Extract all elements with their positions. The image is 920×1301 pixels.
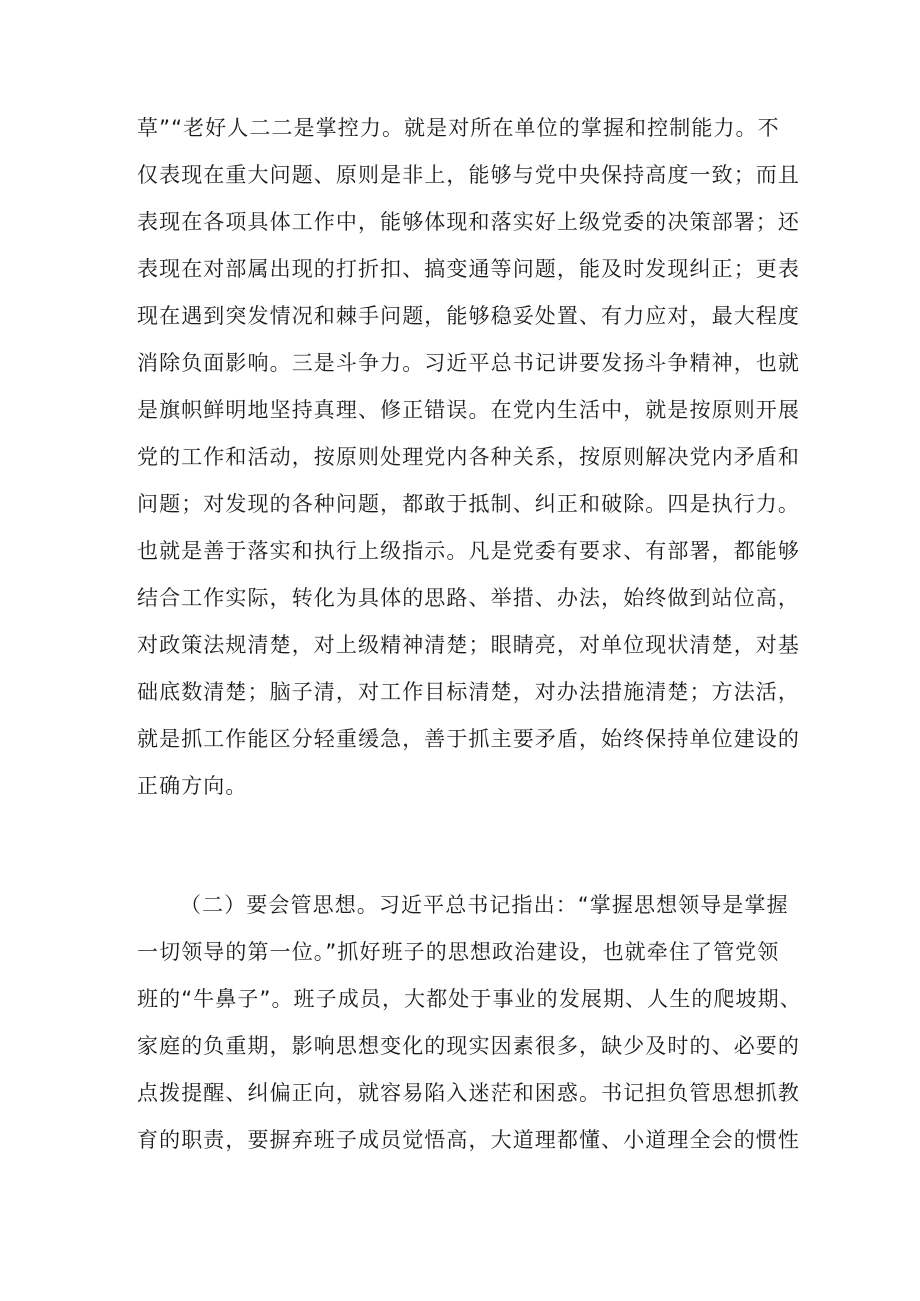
text-line: 表现在对部属出现的打折扣、搞变通等问题，能及时发现纠正；更表 bbox=[137, 257, 800, 281]
text-line: 党的工作和活动，按原则处理党内各种关系，按原则解决党内矛盾和 bbox=[137, 445, 800, 469]
text-line: 结合工作实际，转化为具体的思路、举措、办法，始终做到站位高， bbox=[137, 586, 800, 610]
text-line: 础底数清楚；脑子清，对工作目标清楚，对办法措施清楚；方法活， bbox=[137, 680, 800, 704]
text-line: 表现在各项具体工作中，能够体现和落实好上级党委的决策部署；还 bbox=[137, 210, 800, 234]
text-line: 现在遇到突发情况和棘手问题，能够稳妥处置、有力应对，最大程度 bbox=[137, 304, 800, 328]
text-line: 家庭的负重期，影响思想变化的现实因素很多，缺少及时的、必要的 bbox=[137, 1034, 800, 1058]
text-line: 也就是善于落实和执行上级指示。凡是党委有要求、有部署，都能够 bbox=[137, 539, 800, 563]
text-line: 育的职责，要摒弃班子成员觉悟高，大道理都懂、小道理全会的惯性 bbox=[137, 1128, 800, 1152]
text-line: 点拨提醒、纠偏正向，就容易陷入迷茫和困惑。书记担负管思想抓教 bbox=[137, 1081, 800, 1105]
text-line: 正确方向。 bbox=[137, 774, 248, 798]
text-line: 问题；对发现的各种问题，都敢于抵制、纠正和破除。四是执行力。 bbox=[137, 492, 800, 516]
text-line: 一切领导的第一位。”抓好班子的思想政治建设，也就牵住了管党领 bbox=[137, 940, 780, 964]
text-line: 班的“牛鼻子”。班子成员，大都处于事业的发展期、人生的爬坡期、 bbox=[137, 987, 802, 1011]
text-line: 是旗帜鲜明地坚持真理、修正错误。在党内生活中，就是按原则开展 bbox=[137, 398, 800, 422]
text-line: 草”“老好人二二是掌控力。就是对所在单位的掌握和控制能力。不 bbox=[137, 116, 780, 140]
text-line: 消除负面影响。三是斗争力。习近平总书记讲要发扬斗争精神，也就 bbox=[137, 351, 800, 375]
text-line: 仅表现在重大问题、原则是非上，能够与党中央保持高度一致；而且 bbox=[137, 163, 800, 187]
text-line: 对政策法规清楚，对上级精神清楚；眼睛亮，对单位现状清楚，对基 bbox=[137, 633, 800, 657]
text-line: （二）要会管思想。习近平总书记指出：“掌握思想领导是掌握 bbox=[180, 893, 789, 917]
text-line: 就是抓工作能区分轻重缓急，善于抓主要矛盾，始终保持单位建设的 bbox=[137, 727, 800, 751]
